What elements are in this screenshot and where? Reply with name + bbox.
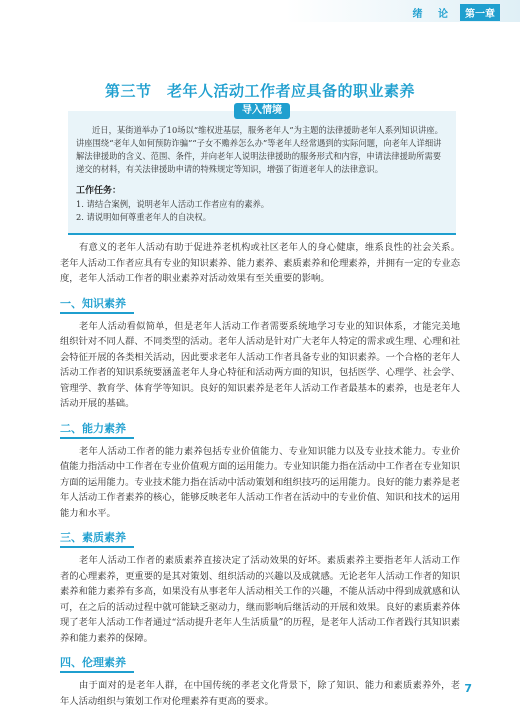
task-list xyxy=(76,198,269,224)
tasks-title: 工作任务： xyxy=(76,186,122,196)
section-ethics xyxy=(60,646,460,709)
running-header-section: 绪 论 xyxy=(412,8,454,20)
running-header-chapter: 第一章 xyxy=(460,4,500,21)
section-heading: 一、知识素养 xyxy=(60,295,134,314)
section-ability xyxy=(60,412,460,522)
section-heading: 二、能力素养 xyxy=(60,420,134,439)
section-paragraph: 老年人活动看似简单，但是老年人活动工作者需要系统地学习专业的知识体系，才能完美地组织针对不同人群、不同类型的活动。老年人活动是针对广大老年人特定的需求或生理、心理和社会特征开展的各类相关活动，因此要求老年人活动工作者具备专业的知识素养。一个合格的老年人活动工作者的知识系统要涵盖老年人身心特征和活动两方面的知识，包括医学、心理学、社会学、管理学、教育学、体育学等知识。良好的知识素养是老年人活动工作者最基本的素养，也是老年人活动开展的基础。 xyxy=(60,320,460,409)
section-knowledge xyxy=(60,287,460,412)
page-title: 第三节 老年人活动工作者应具备的职业素养 xyxy=(104,82,415,100)
page-number: 7 xyxy=(464,682,472,695)
main-content xyxy=(60,240,460,709)
intro-tag: 导入情境 xyxy=(234,103,290,119)
section-paragraph: 老年人活动工作者的素质素养直接决定了活动效果的好坏。素质素养主要指老年人活动工作者的心理素养，更重要的是其对策划、组织活动的兴趣以及成就感。无论老年人活动工作者的知识素养和能力素养有多高，如果没有从事老年人活动相关工作的兴趣，不能从活动中得到成就感和认可，在之后的活动过程中就可能缺乏驱动力，继而影响后继活动的开展和效果。良好的素质素养体现了老年人活动工作者通过“活动提升老年人生活质量”的历程，是老年人活动工作者践行其知识素养和能力素养的保障。 xyxy=(60,555,460,644)
running-header xyxy=(413,4,500,20)
intro-scenario: 近日，某街道举办了10场以“维权进基层，服务老年人”为主题的法律援助老年人系列知识讲座。讲座围绕“老年人如何预防诈骗”“子女不赡养怎么办”等老年人经常遇到的实际问题，向老年人详细讲解法律援助的含义、范围、条件，并向老年人说明法律援助的服务形式和内容，申请法律援助所需要递交的材料，有关法律援助申请的特殊规定等知识，增强了街道老年人的法律意识。 xyxy=(76,125,443,174)
task-item: 1. 请结合案例，说明老年人活动工作者应有的素养。 xyxy=(76,199,270,209)
section-paragraph: 老年人活动工作者的能力素养包括专业价值能力、专业知识能力以及专业技术能力。专业价值能力指活动中工作者在专业价值观方面的运用能力。专业知识能力指在活动中工作者在专业知识方面的运用能力。专业技术能力指在活动中活动策划和组织技巧的运用能力。良好的能力素养是老年人活动工作者素养的核心，能够反映老年人活动工作者在活动中的专业价值、知识和技术的运用能力和水平。 xyxy=(60,445,460,519)
intro-box xyxy=(68,105,456,235)
task-item: 2. 请说明如何尊重老年人的自决权。 xyxy=(76,212,212,222)
section-heading: 四、伦理素养 xyxy=(60,654,134,673)
section-paragraph: 由于面对的是老年人群，在中国传统的孝老文化背景下，除了知识、能力和素质素养外，老年人活动组织与策划工作对伦理素养有更高的要求。 xyxy=(60,680,460,707)
section-quality xyxy=(60,521,460,646)
section-heading: 三、素质素养 xyxy=(60,529,134,548)
intro-paragraph: 有意义的老年人活动有助于促进养老机构或社区老年人的身心健康，维系良性的社会关系。老年人活动工作者应具有专业的知识素养、能力素养、素质素养和伦理素养，并拥有一定的专业态度，老年人活动工作者的职业素养对活动效果有至关重要的影响。 xyxy=(60,242,460,284)
